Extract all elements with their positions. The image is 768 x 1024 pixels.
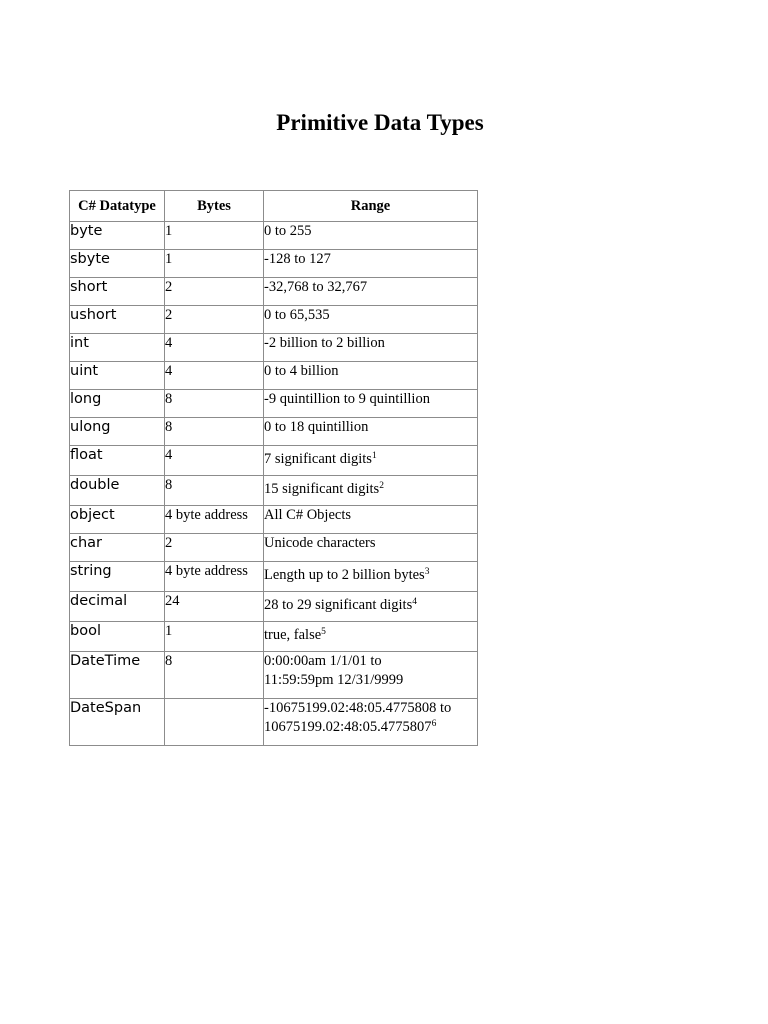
range-cell: -32,768 to 32,767 bbox=[264, 278, 478, 306]
range-cell bbox=[264, 592, 478, 622]
range-cell bbox=[264, 446, 478, 476]
table-row bbox=[70, 418, 478, 446]
datatype-cell: uint bbox=[70, 362, 165, 390]
page-title: Primitive Data Types bbox=[276, 110, 484, 135]
bytes-cell: 1 bbox=[165, 250, 264, 278]
range-cell bbox=[264, 562, 478, 592]
table-row bbox=[70, 476, 478, 506]
datatype-cell: byte bbox=[70, 222, 165, 250]
range-cell: All C# Objects bbox=[264, 506, 478, 534]
bytes-cell: 8 bbox=[165, 476, 264, 506]
range-cell: Unicode characters bbox=[264, 534, 478, 562]
datatype-cell: double bbox=[70, 476, 165, 506]
footnote-marker: 6 bbox=[431, 719, 437, 729]
range-cell: -2 billion to 2 billion bbox=[264, 334, 478, 362]
table-row bbox=[70, 534, 478, 562]
range-line-1: -10675199.02:48:05.4775808 to bbox=[264, 700, 452, 716]
datatype-cell: ushort bbox=[70, 306, 165, 334]
datatype-cell: sbyte bbox=[70, 250, 165, 278]
table-row bbox=[70, 334, 478, 362]
bytes-cell: 4 bbox=[165, 362, 264, 390]
bytes-cell: 24 bbox=[165, 592, 264, 622]
header-datatype: C# Datatype bbox=[70, 191, 165, 222]
range-cell bbox=[264, 476, 478, 506]
footnote-marker: 3 bbox=[424, 567, 430, 577]
table-header-row bbox=[70, 191, 478, 222]
datatype-cell: long bbox=[70, 390, 165, 418]
range-line-2 bbox=[264, 718, 477, 737]
datatype-cell: object bbox=[70, 506, 165, 534]
bytes-cell: 2 bbox=[165, 306, 264, 334]
range-cell: 0 to 4 billion bbox=[264, 362, 478, 390]
range-line-1: 0:00:00am 1/1/01 to bbox=[264, 653, 382, 669]
data-types-table bbox=[69, 190, 478, 746]
table-row bbox=[70, 652, 478, 699]
table-row bbox=[70, 592, 478, 622]
datatype-cell: short bbox=[70, 278, 165, 306]
table-row bbox=[70, 622, 478, 652]
range-text: 7 significant digits bbox=[264, 451, 372, 467]
header-range: Range bbox=[264, 191, 478, 222]
table-row bbox=[70, 278, 478, 306]
range-text: 28 to 29 significant digits bbox=[264, 597, 413, 613]
datatype-cell: int bbox=[70, 334, 165, 362]
table-row bbox=[70, 250, 478, 278]
datatype-cell: char bbox=[70, 534, 165, 562]
bytes-cell: 4 bbox=[165, 334, 264, 362]
range-cell bbox=[264, 622, 478, 652]
range-cell bbox=[264, 652, 478, 699]
footnote-marker: 1 bbox=[371, 451, 377, 461]
datatype-cell: DateTime bbox=[70, 652, 165, 699]
range-cell: 0 to 65,535 bbox=[264, 306, 478, 334]
range-cell: 0 to 18 quintillion bbox=[264, 418, 478, 446]
datatype-cell: float bbox=[70, 446, 165, 476]
bytes-cell: 8 bbox=[165, 652, 264, 699]
datatype-cell: DateSpan bbox=[70, 699, 165, 746]
bytes-cell bbox=[165, 699, 264, 746]
datatype-cell: bool bbox=[70, 622, 165, 652]
table-row bbox=[70, 362, 478, 390]
range-cell bbox=[264, 699, 478, 746]
bytes-cell: 2 bbox=[165, 534, 264, 562]
table-row bbox=[70, 506, 478, 534]
range-cell: 0 to 255 bbox=[264, 222, 478, 250]
table-row bbox=[70, 699, 478, 746]
range-cell: -9 quintillion to 9 quintillion bbox=[264, 390, 478, 418]
header-bytes: Bytes bbox=[165, 191, 264, 222]
table-row bbox=[70, 562, 478, 592]
range-text: true, false bbox=[264, 627, 322, 643]
table-row bbox=[70, 222, 478, 250]
bytes-cell: 4 byte address bbox=[165, 506, 264, 534]
footnote-marker: 5 bbox=[321, 627, 326, 637]
datatype-cell: ulong bbox=[70, 418, 165, 446]
bytes-cell: 1 bbox=[165, 622, 264, 652]
footnote-marker: 4 bbox=[412, 597, 417, 607]
range-line-2: 11:59:59pm 12/31/9999 bbox=[264, 672, 404, 688]
table-row bbox=[70, 446, 478, 476]
datatype-cell: decimal bbox=[70, 592, 165, 622]
bytes-cell: 4 byte address bbox=[165, 562, 264, 592]
bytes-cell: 4 bbox=[165, 446, 264, 476]
range-cell: -128 to 127 bbox=[264, 250, 478, 278]
table-row bbox=[70, 306, 478, 334]
bytes-cell: 2 bbox=[165, 278, 264, 306]
range-text: 10675199.02:48:05.4775807 bbox=[264, 719, 432, 735]
range-text: 15 significant digits bbox=[264, 481, 380, 497]
footnote-marker: 2 bbox=[379, 481, 384, 491]
bytes-cell: 8 bbox=[165, 418, 264, 446]
bytes-cell: 8 bbox=[165, 390, 264, 418]
range-text: Length up to 2 billion bytes bbox=[264, 567, 425, 583]
datatype-cell: string bbox=[70, 562, 165, 592]
table-row bbox=[70, 390, 478, 418]
bytes-cell: 1 bbox=[165, 222, 264, 250]
